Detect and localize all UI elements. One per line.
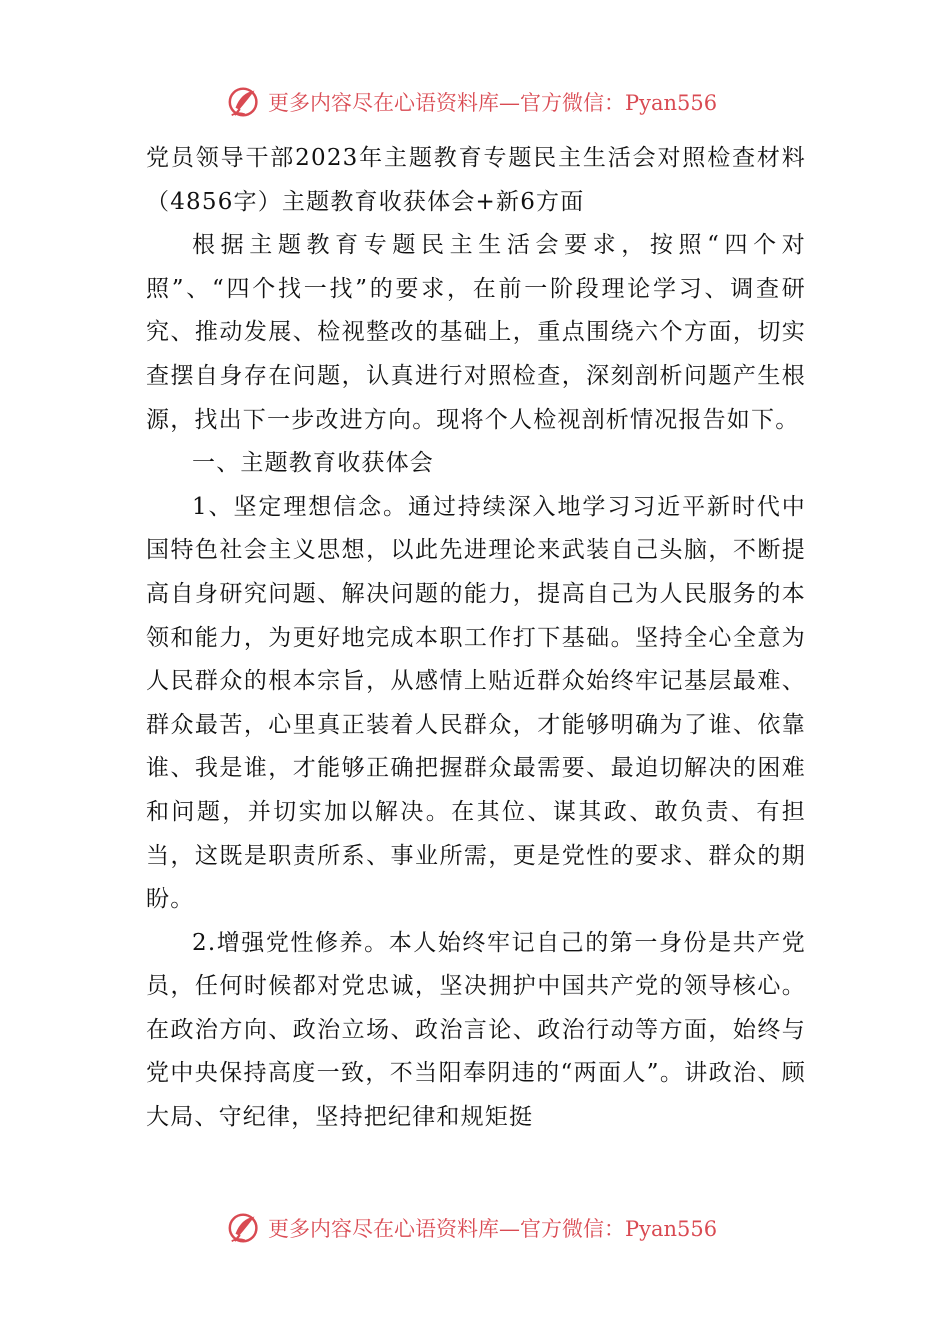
document-title: 党员领导干部2023年主题教育专题民主生活会对照检查材料（4856字）主题教育收获体会+新6方面 [146,145,806,215]
document-body [146,137,806,1140]
paragraph-item-1: 1、坚定理想信念。通过持续深入地学习习近平新时代中国特色社会主义思想，以此先进理论来武装自己头脑，不断提高自身研究问题、解决问题的能力，提高自己为人民服务的本领和能力，为更好地完成本职工作打下基础。坚持全心全意为人民群众的根本宗旨，从感情上贴近群众始终牢记基层最难、群众最苦，心里真正装着人民群众，才能够明确为了谁、依靠谁、我是谁，才能够正确把握群众最需要、最迫切解决的困难和问题，并切实加以解决。在其位、谋其政、敢负责、有担当，这既是职责所系、事业所需，更是党性的要求、群众的期盼。 [146,493,806,913]
footer-watermark-text: 更多内容尽在心语资料库—官方微信：Pyan556 [268,1217,718,1241]
header-watermark [226,82,717,122]
section-heading-1: 一、主题教育收获体会 [192,450,434,477]
header-watermark-text: 更多内容尽在心语资料库—官方微信：Pyan556 [268,91,718,115]
pen-logo-icon [226,1209,264,1247]
footer-watermark [226,1208,717,1248]
paragraph-item-2: 2.增强党性修养。本人始终牢记自己的第一身份是共产党员，任何时候都对党忠诚，坚决拥护中国共产党的领导核心。在政治方向、政治立场、政治言论、政治行动等方面，始终与党中央保持高度一致，不当阳奉阴违的“两面人”。讲政治、顾大局、守纪律，坚持把纪律和规矩挺 [146,929,806,1131]
paragraph-intro: 根据主题教育专题民主生活会要求，按照“四个对照”、“四个找一找”的要求，在前一阶段理论学习、调查研究、推动发展、检视整改的基础上，重点围绕六个方面，切实查摆自身存在问题，认真进行对照检查，深刻剖析问题产生根源，找出下一步改进方向。现将个人检视剖析情况报告如下。 [146,232,806,433]
pen-logo-icon [226,83,264,121]
